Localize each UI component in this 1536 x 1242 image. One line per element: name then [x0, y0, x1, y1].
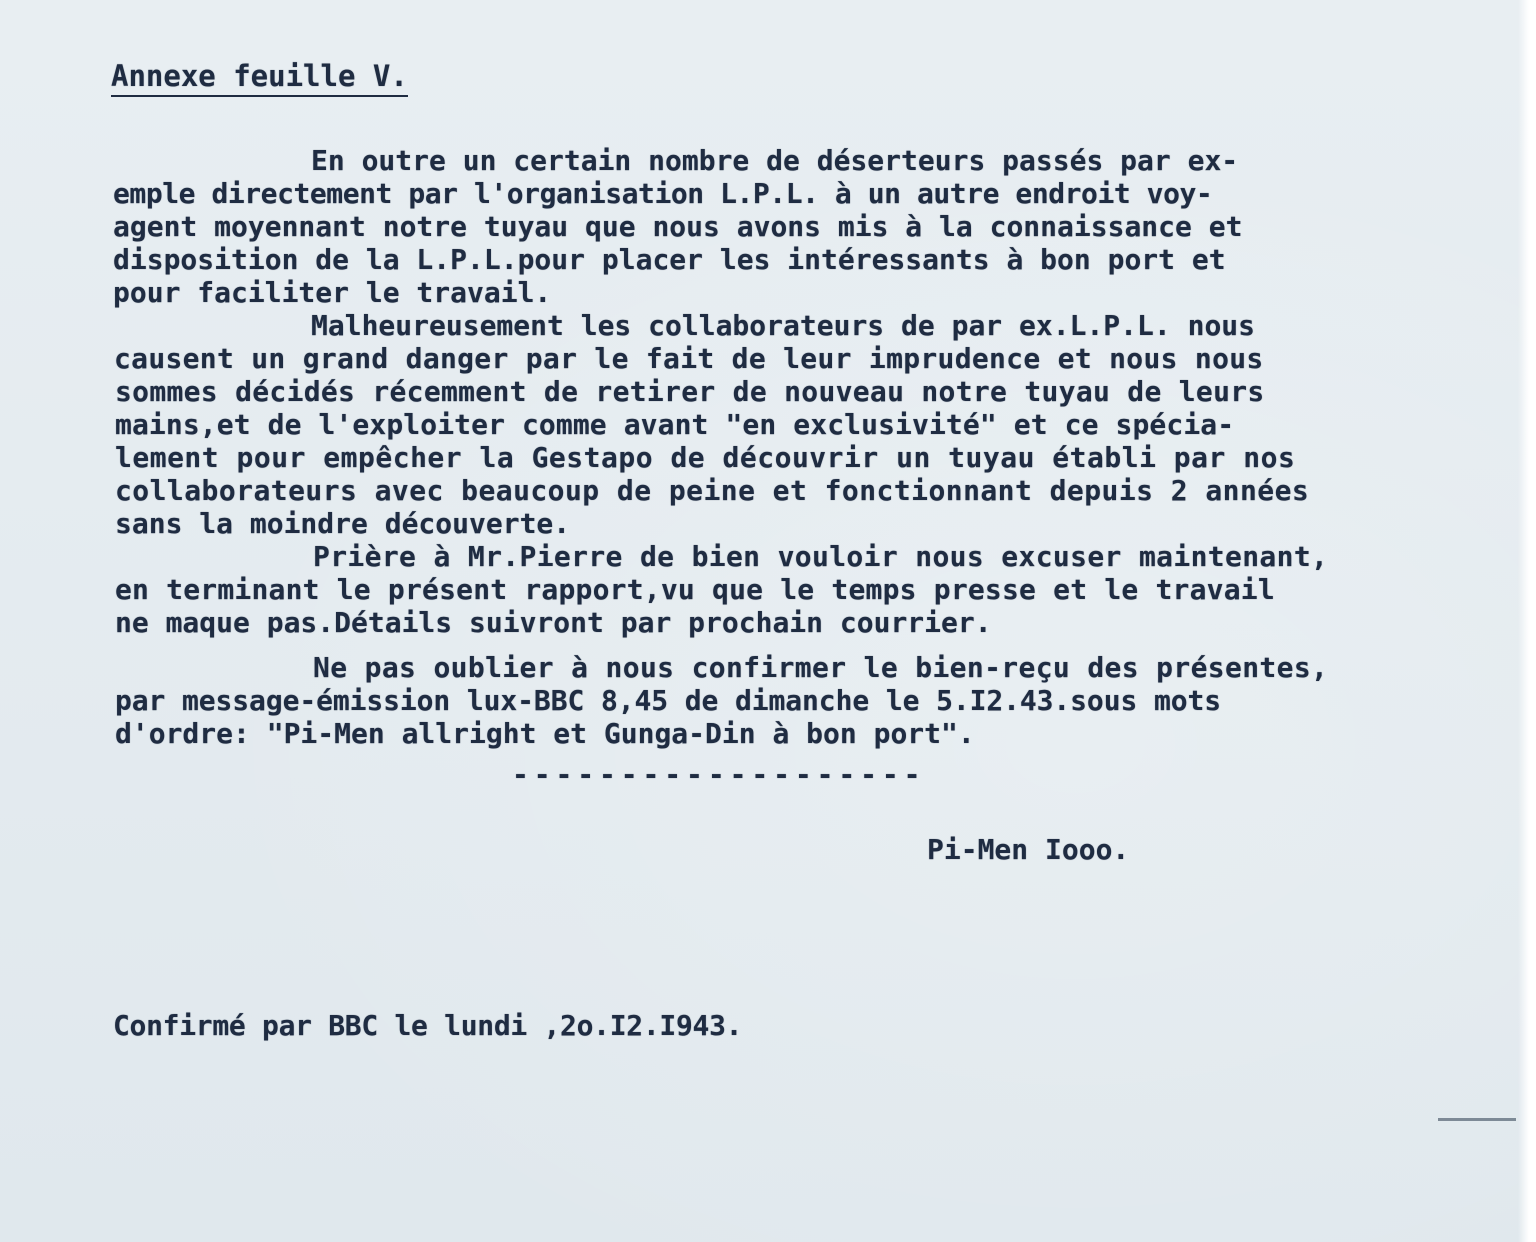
separator-line: ------------------- [512, 758, 926, 791]
confirmation-line: Confirmé par BBC le lundi ,2o.I2.I943. [113, 1009, 743, 1042]
paragraph-1-line-1: En outre un certain nombre de déserteurs passés par ex- [311, 144, 1239, 177]
paragraph-2-line-5: lement pour empêcher la Gestapo de découvrir un tuyau établi par nos [115, 441, 1296, 474]
signature: Pi-Men Iooo. [927, 833, 1130, 866]
paragraph-1-line-2: emple directement par l'organisation L.P.L. à un autre endroit voy- [113, 177, 1213, 210]
paragraph-2-line-2: causent un grand danger par le fait de leur imprudence et nous nous [114, 342, 1264, 375]
paragraph-2-line-1: Malheureusement les collaborateurs de par ex.L.P.L. nous [311, 309, 1256, 342]
paragraph-2-line-3: sommes décidés récemment de retirer de nouveau notre tuyau de leurs [115, 375, 1265, 408]
paragraph-1-line-5: pour faciliter le travail. [113, 276, 552, 309]
edge-mark [1438, 1118, 1516, 1121]
paragraph-1-line-4: disposition de la L.P.L.pour placer les intéressants à bon port et [113, 243, 1226, 276]
paragraph-3-line-3: ne maque pas.Détails suivront par prochain courrier. [115, 606, 992, 639]
paragraph-4-line-2: par message-émission lux-BBC 8,45 de dimanche le 5.I2.43.sous mots [115, 684, 1221, 717]
paragraph-3-line-1: Prière à Mr.Pierre de bien vouloir nous excuser maintenant, [313, 540, 1329, 573]
paragraph-2-line-7: sans la moindre découverte. [115, 507, 571, 540]
page-right-edge [1518, 0, 1536, 1242]
paragraph-2-line-6: collaborateurs avec beaucoup de peine et fonctionnant depuis 2 années [115, 474, 1310, 507]
paragraph-1-line-3: agent moyennant notre tuyau que nous avons mis à la connaissance et [113, 210, 1243, 243]
paragraph-4-line-3: d'ordre: "Pi-Men allright et Gunga-Din à bon port". [115, 717, 975, 750]
paragraph-2-line-4: mains,et de l'exploiter comme avant "en exclusivité" et ce spécia- [115, 408, 1235, 441]
paragraph-3-line-2: en terminant le présent rapport,vu que le temps presse et le travail [115, 573, 1275, 606]
document-heading: Annexe feuille V. [111, 60, 408, 97]
paragraph-4-line-1: Ne pas oublier à nous confirmer le bien-reçu des présentes, [313, 651, 1329, 684]
